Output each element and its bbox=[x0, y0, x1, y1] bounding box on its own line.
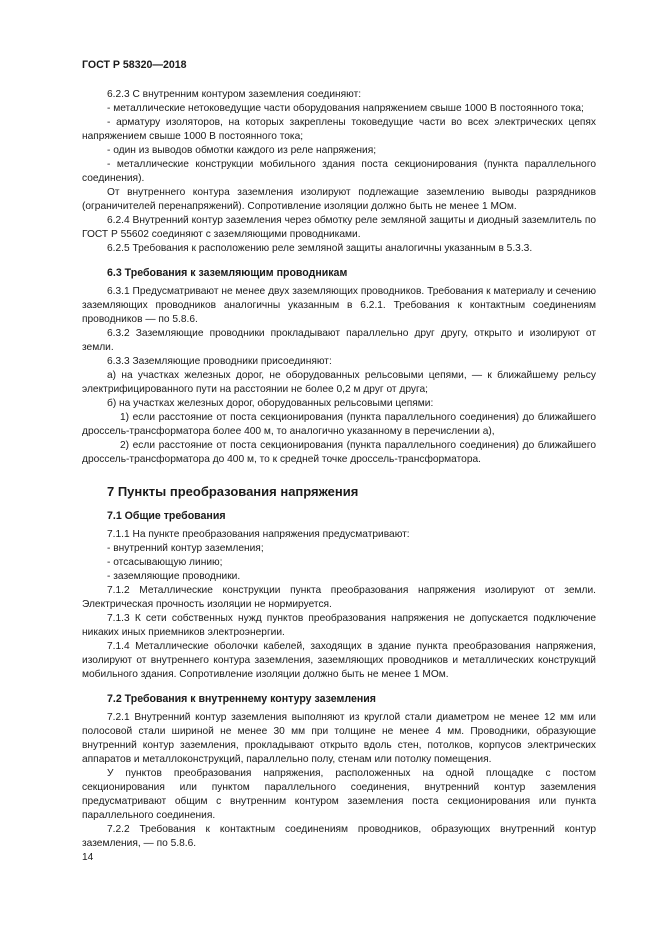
paragraph: 7.1.3 К сети собственных нужд пунктов преобразования напряжения не допускается подключение никаких иных приемников электроэнергии. bbox=[82, 613, 596, 638]
paragraph: 7.2.2 Требования к контактным соединениям проводников, образующих внутренний контур заземления, — по 5.8.6. bbox=[82, 824, 596, 849]
paragraph: - металлические нетоковедущие части оборудования напряжением свыше 1000 В постоянного тока; bbox=[107, 103, 584, 114]
paragraph: 7.2.1 Внутренний контур заземления выполняют из круглой стали диаметром не менее 12 мм или полосовой стали шириной не менее 30 мм при толщине не менее 4 мм. Проводники, образующие внутренний контур заземления, прокладывают открыто вдоль стен, потолков, корпусов электрических аппаратов и металлоконструкций, параллельно полу, стенам или потолку помещения. bbox=[82, 712, 596, 765]
paragraph: 7.1.1 На пункте преобразования напряжения предусматривают: bbox=[107, 529, 410, 540]
paragraph: 6.3.3 Заземляющие проводники присоединяют: bbox=[107, 356, 332, 367]
section-heading: 6.3 Требования к заземляющим проводникам bbox=[107, 267, 348, 279]
paragraph: 7.1.4 Металлические оболочки кабелей, заходящих в здание пункта преобразования напряжения, изолируют от внутреннего контура заземления, заземляющих проводников и металлических конструкций мобильного здания. Сопротивление изоляции должно быть не менее 1 МОм. bbox=[82, 641, 596, 680]
page-number: 14 bbox=[82, 852, 94, 863]
document-body bbox=[82, 88, 596, 851]
paragraph: 2) если расстояние от поста секционирования (пункта параллельного соединения) до ближайшего дроссель-трансформатора до 400 м, то к средней точке дроссель-трансформатора. bbox=[82, 440, 596, 465]
paragraph: От внутреннего контура заземления изолируют подлежащие заземлению выводы разрядников (ограничителей перенапряжений). Сопротивление изоляции должно быть не менее 1 МОм. bbox=[82, 187, 596, 212]
paragraph: а) на участках железных дорог, не оборудованных рельсовыми цепями, — к ближайшему рельсу электрифицированного пути на расстоянии не более 0,2 м друг от друга; bbox=[82, 370, 596, 395]
paragraph: 6.2.3 С внутренним контуром заземления соединяют: bbox=[107, 89, 362, 100]
paragraph: - один из выводов обмотки каждого из реле напряжения; bbox=[107, 145, 377, 156]
paragraph: 6.3.2 Заземляющие проводники прокладывают параллельно друг другу, открыто и изолируют от земли. bbox=[82, 328, 596, 353]
document-header: ГОСТ Р 58320—2018 bbox=[82, 59, 187, 71]
section-heading: 7 Пункты преобразования напряжения bbox=[107, 484, 359, 499]
paragraph: 6.3.1 Предусматривают не менее двух заземляющих проводников. Требования к материалу и сечению заземляющих проводников аналогичны указанным в 6.2.1. Требования к контактным соединениям проводников — по 5.8.6. bbox=[82, 286, 596, 325]
paragraph: 1) если расстояние от поста секционирования (пункта параллельного соединения) до ближайшего дроссель-трансформатора более 400 м, то аналогично указанному в перечислении а), bbox=[82, 412, 596, 437]
paragraph: - арматуру изоляторов, на которых закреплены токоведущие части во всех электрических цепях напряжением свыше 1000 В постоянного тока; bbox=[82, 117, 596, 142]
paragraph: - внутренний контур заземления; bbox=[107, 543, 264, 554]
paragraph: - металлические конструкции мобильного здания поста секционирования (пункта параллельного соединения). bbox=[82, 159, 596, 184]
section-heading: 7.1 Общие требования bbox=[107, 510, 226, 522]
paragraph: б) на участках железных дорог, оборудованных рельсовыми цепями: bbox=[107, 398, 434, 409]
paragraph: У пунктов преобразования напряжения, расположенных на одной площадке с постом секционирования или пунктом параллельного соединения, внутренний контур заземления предусматривают общим с внутренним контуром заземления поста секционирования или пункта параллельного соединения. bbox=[82, 768, 596, 821]
paragraph: 6.2.5 Требования к расположению реле земляной защиты аналогичны указанным в 5.3.3. bbox=[107, 243, 533, 254]
paragraph: 6.2.4 Внутренний контур заземления через обмотку реле земляной защиты и диодный заземлитель по ГОСТ Р 55602 соединяют с заземляющими проводниками. bbox=[82, 215, 596, 240]
paragraph: 7.1.2 Металлические конструкции пункта преобразования напряжения изолируют от земли. Электрическая прочность изоляции не нормируется. bbox=[82, 585, 596, 610]
paragraph: - отсасывающую линию; bbox=[107, 557, 223, 568]
paragraph: - заземляющие проводники. bbox=[107, 571, 241, 582]
section-heading: 7.2 Требования к внутреннему контуру заземления bbox=[107, 693, 376, 705]
